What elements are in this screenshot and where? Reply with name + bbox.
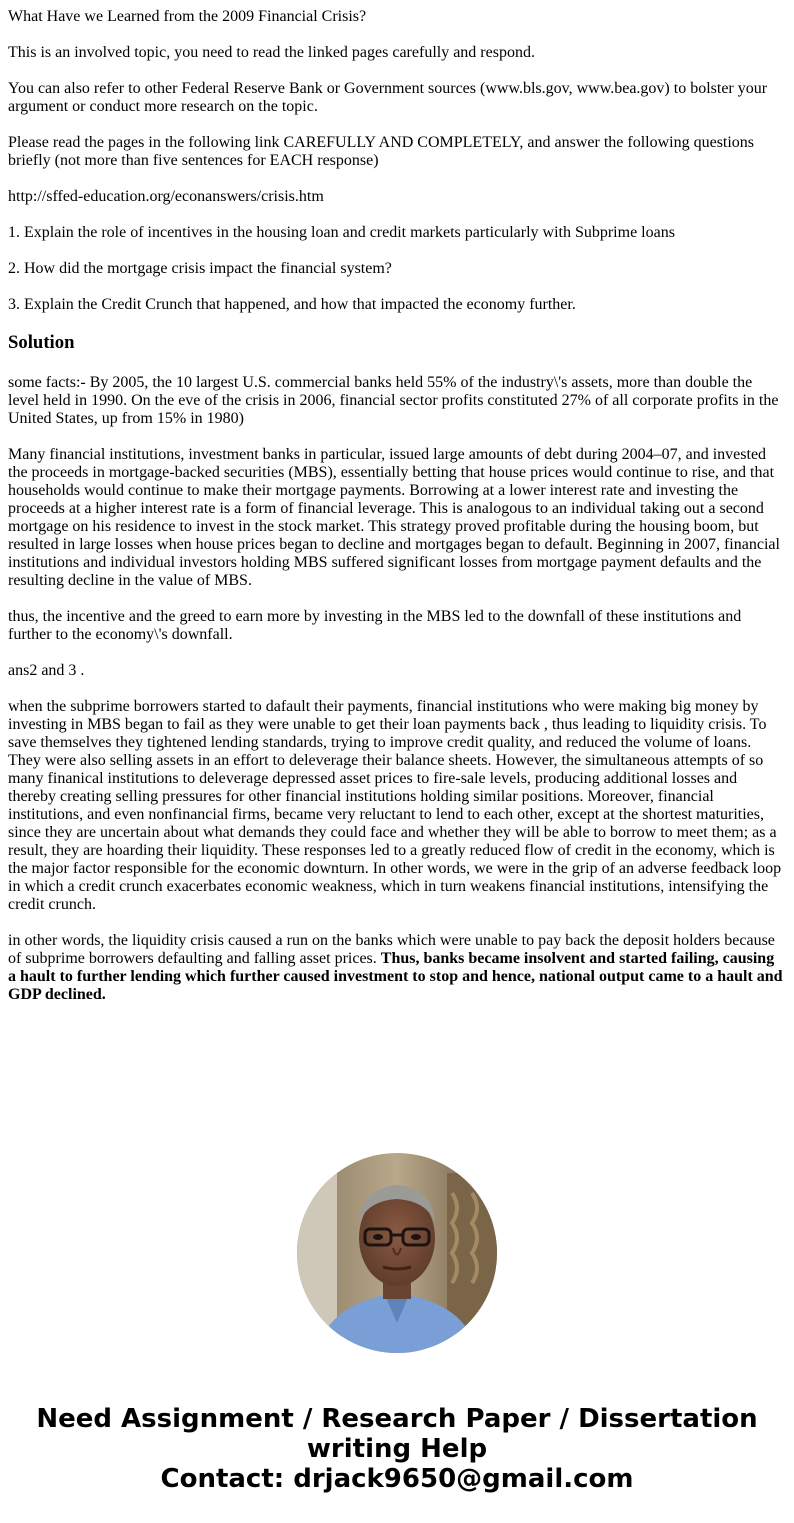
- solution-paragraph-conclusion: [8, 932, 786, 1004]
- document-body: [8, 8, 786, 1022]
- author-photo: [297, 1153, 497, 1353]
- promo-line-1: Need Assignment / Research Paper / Dissertation: [36, 1404, 758, 1434]
- question-instructions: Please read the pages in the following link CAREFULLY AND COMPLETELY, and answer the following questions briefly (not more than five sentences for EACH response): [8, 134, 755, 169]
- conclusion-plain-text: in other words, the liquidity crisis caused a run on the banks which were unable to pay back the deposit holders because of subprime borrowers defaulting and falling asset prices.: [8, 932, 775, 967]
- promo-line-2: writing Help: [306, 1434, 488, 1464]
- conclusion-bold-text: Thus, banks became insolvent and started failing, causing a hault to further lending which further caused investment to stop and hence, national output came to a hault and GDP declined.: [8, 950, 783, 1003]
- solution-paragraph-facts: some facts:- By 2005, the 10 largest U.S. commercial banks held 55% of the industry\'s assets, more than double the level held in 1990. On the eve of the crisis in 2006, financial sector profits constituted 27% of all corporate profits in the United States, up from 15% in 1980): [8, 374, 779, 427]
- solution-paragraph-credit-crunch: when the subprime borrowers started to dafault their payments, financial institutions who were making big money by investing in MBS began to fail as they were unable to get their loan payments back , thus leading to liquidity crisis. To save themselves they tightened lending standards, trying to improve credit quality, and reduced the volume of loans. They were also selling assets in an effort to deleverage their balance sheets. However, the simultaneous attempts of so many finanical institutions to deleverage depressed asset prices to fire-sale levels, producing additional losses and thereby creating selling pressures for other financial institutions holding similar positions. Moreover, financial institutions, and even nonfinancial firms, became very reluctant to lend to each other, except at the shortest maturities, since they are uncertain about what demands they could face and whether they will be able to borrow to meet them; as a result, they are hoarding their liquidity. These responses led to a greatly reduced flow of credit in the economy, which is the major factor responsible for the economic downturn. In other words, we were in the grip of an adverse feedback loop in which a credit crunch exacerbates economic weakness, which in turn weakens financial institutions, intensifying the credit crunch.: [8, 698, 782, 913]
- question-1: 1. Explain the role of incentives in the housing loan and credit markets particularly with Subprime loans: [8, 224, 675, 241]
- solution-answer-label: ans2 and 3 .: [8, 662, 85, 679]
- solution-paragraph-incentive: thus, the incentive and the greed to earn more by investing in the MBS led to the downfall of these institutions and further to the economy\'s downfall.: [8, 608, 742, 643]
- solution-paragraph-mbs: Many financial institutions, investment banks in particular, issued large amounts of debt during 2004–07, and invested the proceeds in mortgage-backed securities (MBS), essentially betting that house prices would continue to rise, and that households would continue to make their mortgage payments. Borrowing at a lower interest rate and investing the proceeds at a higher interest rate is a form of financial leverage. This is analogous to an individual taking out a second mortgage on his residence to invest in the stock market. This strategy proved profitable during the housing boom, but resulted in large losses when house prices began to decline and mortgages began to default. Beginning in 2007, financial institutions and individual investors holding MBS suffered significant losses from mortgage payment defaults and the resulting decline in the value of MBS.: [8, 446, 780, 589]
- question-title: What Have we Learned from the 2009 Financial Crisis?: [8, 8, 367, 25]
- solution-heading: Solution: [8, 332, 75, 353]
- question-link: http://sffed-education.org/econanswers/crisis.htm: [8, 188, 324, 205]
- question-intro: This is an involved topic, you need to read the linked pages carefully and respond.: [8, 44, 535, 61]
- promo-banner: [0, 1404, 794, 1494]
- promo-contact: Contact: drjack9650@gmail.com: [160, 1464, 634, 1494]
- author-avatar: [297, 1153, 497, 1353]
- question-3: 3. Explain the Credit Crunch that happened, and how that impacted the economy further.: [8, 296, 576, 313]
- question-2: 2. How did the mortgage crisis impact the financial system?: [8, 260, 392, 277]
- question-sources: You can also refer to other Federal Reserve Bank or Government sources (www.bls.gov, www.bea.gov) to bolster your argument or conduct more research on the topic.: [8, 80, 768, 115]
